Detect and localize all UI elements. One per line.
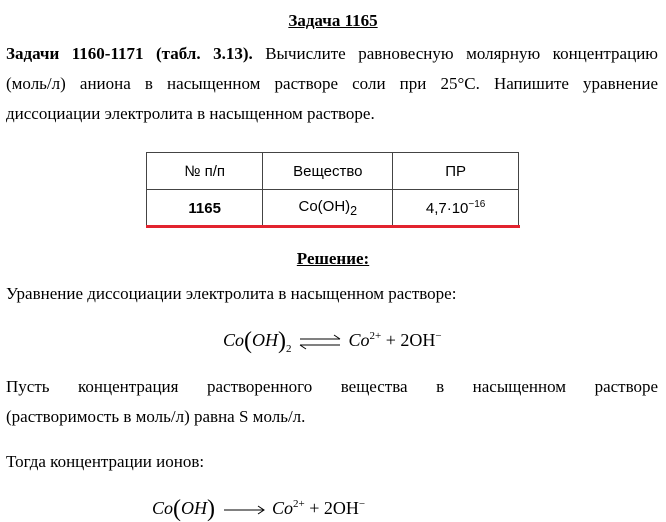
eq2-left-co: Co — [152, 498, 174, 518]
substance-formula: Co(OH) — [298, 198, 351, 215]
eq2-close-paren: ) — [207, 496, 216, 522]
statement-line-3: диссоциации электролита в насыщенном растворе. — [6, 104, 375, 123]
eq1-oh-charge: − — [435, 330, 442, 342]
equilibrium-arrow-icon — [298, 334, 342, 350]
pr-mantissa: 4,7·10 — [425, 200, 469, 217]
solubility-paragraph — [6, 372, 658, 432]
statement-line-1 — [6, 39, 658, 69]
substance-subscript: 2 — [350, 204, 358, 218]
eq2-right-co: Co — [272, 498, 294, 518]
problem-title: Задача 1165 — [288, 11, 378, 30]
cell-number: 1165 — [147, 190, 263, 227]
table-header-row — [147, 153, 519, 190]
word: насыщенном — [472, 377, 567, 396]
statement-bold-prefix: Задачи 1160-1171 (табл. 3.13). — [6, 44, 253, 63]
dissociation-equation — [223, 326, 442, 353]
eq1-left-oh: OH — [252, 330, 279, 350]
statement-line-2: (моль/л) аниона в насыщенном растворе соли при 25°С. Напишите уравнение — [6, 74, 658, 93]
header-substance: Вещество — [263, 153, 393, 190]
header-number: № п/п — [147, 153, 263, 190]
solubility-line-2: (растворимость в моль/л) равна S моль/л. — [6, 407, 306, 426]
word: Пусть — [6, 377, 50, 396]
ion-concentration-text: Тогда концентрации ионов: — [6, 452, 205, 471]
dissociation-text: Уравнение диссоциации электролита в насыщенном растворе: — [6, 284, 457, 303]
cell-substance — [263, 190, 393, 227]
word: в — [436, 377, 445, 396]
word: растворенного — [206, 377, 313, 396]
eq2-co-charge: 2+ — [293, 498, 305, 510]
forward-arrow-icon — [222, 504, 266, 516]
eq1-co-charge: 2+ — [369, 330, 382, 342]
pr-exponent: −16 — [468, 199, 486, 210]
eq1-left-co: Co — [223, 330, 245, 350]
problem-statement — [6, 39, 658, 129]
eq1-plus-oh: + 2OH — [385, 330, 436, 350]
eq2-open-paren: ( — [173, 496, 182, 522]
eq1-right-co: Co — [348, 330, 370, 350]
word: вещества — [340, 377, 408, 396]
cell-pr — [393, 190, 519, 227]
header-pr: ПР — [393, 153, 519, 190]
eq2-oh-charge: − — [358, 498, 366, 510]
eq1-subscript: 2 — [286, 343, 292, 355]
eq1-close-paren: ) — [278, 328, 287, 354]
solubility-line-1 — [6, 372, 658, 402]
eq1-open-paren: ( — [244, 328, 253, 354]
statement-line-1-rest: Вычислите равновесную молярную концентрацию — [252, 44, 658, 63]
table-row — [147, 190, 519, 227]
eq2-left-oh: OH — [181, 498, 208, 518]
table-underline-accent — [146, 225, 520, 228]
word: растворе — [594, 377, 659, 396]
eq2-plus-oh: + 2OH — [309, 498, 359, 518]
solution-heading: Решение: — [296, 249, 370, 268]
word: концентрация — [78, 377, 179, 396]
data-table — [146, 152, 519, 227]
